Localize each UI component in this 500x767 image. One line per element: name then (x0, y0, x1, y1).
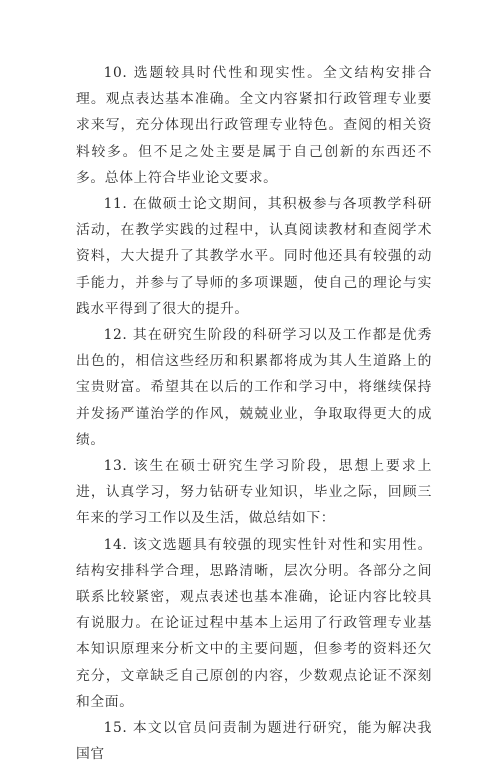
paragraph-14: 14. 该文选题具有较强的现实性针对性和实用性。结构安排科学合理，思路清晰，层次分明。各部分之间联系比较紧密，观点表述也基本准确，论证内容比较具有说服力。在论证过程中基本上运用了行政管理专业基本知识原理来分析文中的主要问题，但参考的资料还欠充分，文章缺乏自己原创的内容，少数观点论证不深刻和全面。 (76, 536, 432, 710)
paragraph-13: 13. 该生在硕士研究生学习阶段，思想上要求上进，认真学习，努力钻研专业知识，毕业之际，回顾三年来的学习工作以及生活，做总结如下： (76, 458, 432, 527)
document-body (76, 60, 432, 767)
paragraph-15: 15. 本文以官员问责制为题进行研究，能为解决我国官 (76, 720, 432, 763)
paragraph-12: 12. 其在研究生阶段的科研学习以及工作都是优秀出色的，相信这些经历和积累都将成为其人生道路上的宝贵财富。希望其在以后的工作和学习中，将继续保持并发扬严谨治学的作风，兢兢业业，争取取得更大的成绩。 (76, 327, 432, 448)
paragraph-11: 11. 在做硕士论文期间，其积极参与各项教学科研活动，在教学实践的过程中，认真阅读教材和查阅学术资料，大大提升了其教学水平。同时他还具有较强的动手能力，并参与了导师的多项课题，使自己的理论与实践水平得到了很大的提升。 (76, 196, 432, 317)
paragraph-10: 10. 选题较具时代性和现实性。全文结构安排合理。观点表达基本准确。全文内容紧扣行政管理专业要求来写，充分体现出行政管理专业特色。查阅的相关资料较多。但不足之处主要是属于自己创新的东西还不多。总体上符合毕业论文要求。 (76, 65, 432, 186)
